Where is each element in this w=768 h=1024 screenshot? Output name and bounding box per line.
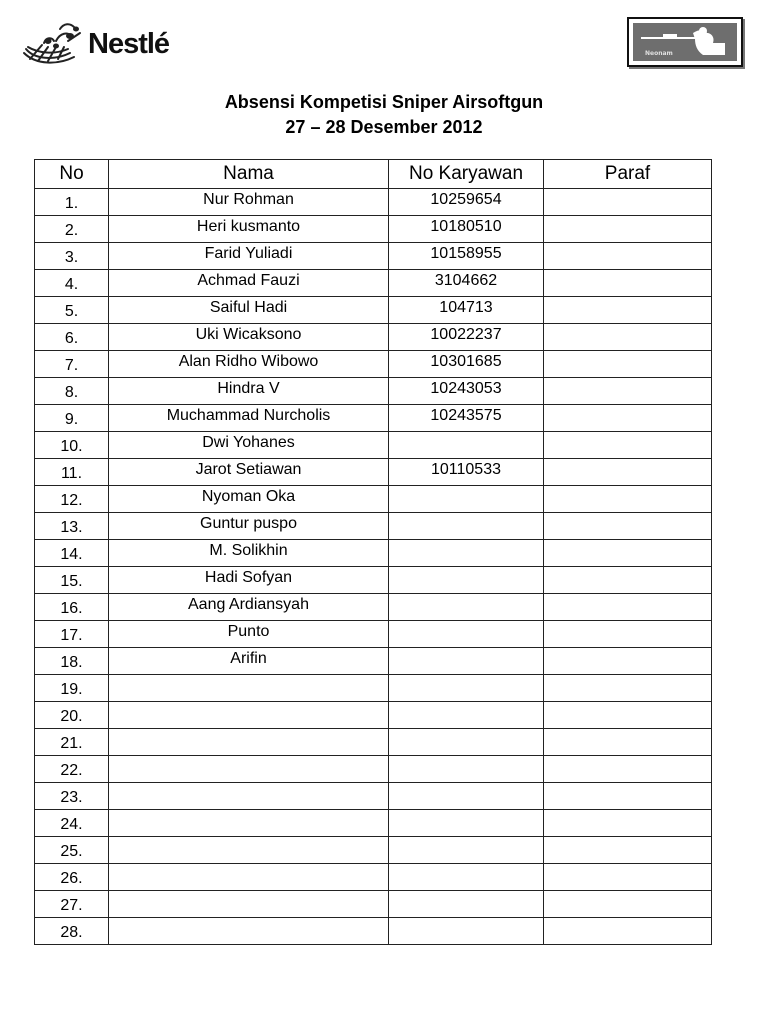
cell-no-karyawan: [389, 594, 544, 621]
table-row: [35, 621, 712, 648]
cell-paraf: [544, 297, 712, 324]
table-row: [35, 324, 712, 351]
cell-no: 8.: [35, 378, 109, 405]
cell-no: 10.: [35, 432, 109, 459]
cell-no: 16.: [35, 594, 109, 621]
cell-no-karyawan: [389, 675, 544, 702]
cell-paraf: [544, 351, 712, 378]
cell-paraf: [544, 621, 712, 648]
cell-no: 19.: [35, 675, 109, 702]
cell-nama: [109, 783, 389, 810]
cell-no: 26.: [35, 864, 109, 891]
cell-no: 7.: [35, 351, 109, 378]
cell-nama: Aang Ardiansyah: [109, 594, 389, 621]
cell-nama: [109, 810, 389, 837]
cell-paraf: [544, 594, 712, 621]
table-row: [35, 297, 712, 324]
cell-no-karyawan: [389, 918, 544, 945]
cell-nama: [109, 837, 389, 864]
cell-no: 5.: [35, 297, 109, 324]
cell-no: 22.: [35, 756, 109, 783]
cell-no: 3.: [35, 243, 109, 270]
table-row: [35, 216, 712, 243]
cell-no-karyawan: 10158955: [389, 243, 544, 270]
cell-paraf: [544, 756, 712, 783]
cell-no: 4.: [35, 270, 109, 297]
cell-no-karyawan: [389, 702, 544, 729]
table-row: [35, 189, 712, 216]
cell-nama: Achmad Fauzi: [109, 270, 389, 297]
cell-nama: Dwi Yohanes: [109, 432, 389, 459]
cell-no-karyawan: [389, 540, 544, 567]
cell-paraf: [544, 837, 712, 864]
cell-paraf: [544, 702, 712, 729]
cell-paraf: [544, 216, 712, 243]
table-row: [35, 432, 712, 459]
cell-no-karyawan: [389, 783, 544, 810]
cell-no: 15.: [35, 567, 109, 594]
table-row: [35, 918, 712, 945]
cell-paraf: [544, 891, 712, 918]
cell-nama: Uki Wicaksono: [109, 324, 389, 351]
table-row: [35, 702, 712, 729]
cell-no-karyawan: [389, 432, 544, 459]
cell-nama: [109, 729, 389, 756]
page-title: Absensi Kompetisi Sniper Airsoftgun: [224, 92, 544, 112]
document-heading: [0, 90, 768, 140]
cell-no: 12.: [35, 486, 109, 513]
cell-nama: Hadi Sofyan: [109, 567, 389, 594]
table-row: [35, 648, 712, 675]
cell-nama: [109, 702, 389, 729]
cell-no: 1.: [35, 189, 109, 216]
cell-no-karyawan: 10110533: [389, 459, 544, 486]
table-row: [35, 756, 712, 783]
table-row: [35, 567, 712, 594]
cell-paraf: [544, 810, 712, 837]
cell-paraf: [544, 918, 712, 945]
cell-no: 18.: [35, 648, 109, 675]
cell-paraf: [544, 513, 712, 540]
table-row: [35, 864, 712, 891]
cell-nama: Punto: [109, 621, 389, 648]
table-row: [35, 459, 712, 486]
cell-no: 9.: [35, 405, 109, 432]
cell-nama: Hindra V: [109, 378, 389, 405]
brand-wordmark: Nestlé: [88, 27, 170, 60]
cell-no: 23.: [35, 783, 109, 810]
cell-no-karyawan: [389, 756, 544, 783]
cell-no: 27.: [35, 891, 109, 918]
table-row: [35, 783, 712, 810]
cell-paraf: [544, 729, 712, 756]
table-row: [35, 351, 712, 378]
table-row: [35, 810, 712, 837]
cell-paraf: [544, 486, 712, 513]
cell-no-karyawan: 10243053: [389, 378, 544, 405]
cell-no-karyawan: [389, 567, 544, 594]
table-body: [35, 189, 712, 945]
cell-no-karyawan: 10022237: [389, 324, 544, 351]
sniper-team-logo: [627, 17, 743, 67]
cell-paraf: [544, 378, 712, 405]
nest-emblem-icon: [20, 19, 84, 67]
cell-no: 25.: [35, 837, 109, 864]
cell-no: 13.: [35, 513, 109, 540]
logo-caption: Neonam: [645, 50, 673, 57]
cell-no: 21.: [35, 729, 109, 756]
cell-no: 24.: [35, 810, 109, 837]
cell-paraf: [544, 648, 712, 675]
nestle-logo: [20, 18, 169, 68]
cell-nama: [109, 918, 389, 945]
cell-no-karyawan: 104713: [389, 297, 544, 324]
cell-no: 2.: [35, 216, 109, 243]
cell-paraf: [544, 432, 712, 459]
page-subtitle-date: 27 – 28 Desember 2012: [285, 117, 483, 137]
cell-no-karyawan: 10259654: [389, 189, 544, 216]
table-row: [35, 270, 712, 297]
cell-no-karyawan: [389, 513, 544, 540]
cell-nama: Arifin: [109, 648, 389, 675]
cell-no-karyawan: [389, 891, 544, 918]
cell-paraf: [544, 189, 712, 216]
table-row: [35, 513, 712, 540]
cell-no: 14.: [35, 540, 109, 567]
cell-paraf: [544, 675, 712, 702]
table-row: [35, 405, 712, 432]
table-row: [35, 594, 712, 621]
table-row: [35, 378, 712, 405]
cell-nama: M. Solikhin: [109, 540, 389, 567]
cell-no-karyawan: 10243575: [389, 405, 544, 432]
cell-no-karyawan: 10180510: [389, 216, 544, 243]
cell-no-karyawan: 3104662: [389, 270, 544, 297]
cell-no-karyawan: [389, 864, 544, 891]
header-no: No: [35, 160, 109, 189]
cell-no: 20.: [35, 702, 109, 729]
cell-no-karyawan: [389, 648, 544, 675]
cell-no-karyawan: [389, 621, 544, 648]
cell-no-karyawan: [389, 486, 544, 513]
cell-nama: Alan Ridho Wibowo: [109, 351, 389, 378]
cell-nama: Jarot Setiawan: [109, 459, 389, 486]
header-paraf: Paraf: [544, 160, 712, 189]
cell-no: 11.: [35, 459, 109, 486]
cell-paraf: [544, 540, 712, 567]
cell-nama: [109, 891, 389, 918]
cell-no-karyawan: [389, 837, 544, 864]
cell-no-karyawan: [389, 810, 544, 837]
cell-paraf: [544, 243, 712, 270]
cell-paraf: [544, 405, 712, 432]
cell-no: 6.: [35, 324, 109, 351]
table-row: [35, 891, 712, 918]
cell-paraf: [544, 270, 712, 297]
cell-nama: [109, 756, 389, 783]
cell-nama: Saiful Hadi: [109, 297, 389, 324]
cell-nama: Heri kusmanto: [109, 216, 389, 243]
attendance-table: [34, 159, 712, 945]
cell-nama: Farid Yuliadi: [109, 243, 389, 270]
cell-nama: [109, 864, 389, 891]
cell-nama: Muchammad Nurcholis: [109, 405, 389, 432]
header-no-karyawan: No Karyawan: [389, 160, 544, 189]
cell-no: 28.: [35, 918, 109, 945]
cell-paraf: [544, 324, 712, 351]
cell-no-karyawan: 10301685: [389, 351, 544, 378]
table-row: [35, 837, 712, 864]
table-header-row: [35, 160, 712, 189]
table-row: [35, 729, 712, 756]
cell-paraf: [544, 567, 712, 594]
cell-nama: Nur Rohman: [109, 189, 389, 216]
cell-no: 17.: [35, 621, 109, 648]
table-row: [35, 675, 712, 702]
cell-paraf: [544, 864, 712, 891]
table-row: [35, 486, 712, 513]
cell-paraf: [544, 459, 712, 486]
table-row: [35, 243, 712, 270]
cell-no-karyawan: [389, 729, 544, 756]
cell-nama: Guntur puspo: [109, 513, 389, 540]
table-row: [35, 540, 712, 567]
cell-nama: [109, 675, 389, 702]
cell-paraf: [544, 783, 712, 810]
logo-badge-background: [633, 23, 737, 61]
header-nama: Nama: [109, 160, 389, 189]
cell-nama: Nyoman Oka: [109, 486, 389, 513]
